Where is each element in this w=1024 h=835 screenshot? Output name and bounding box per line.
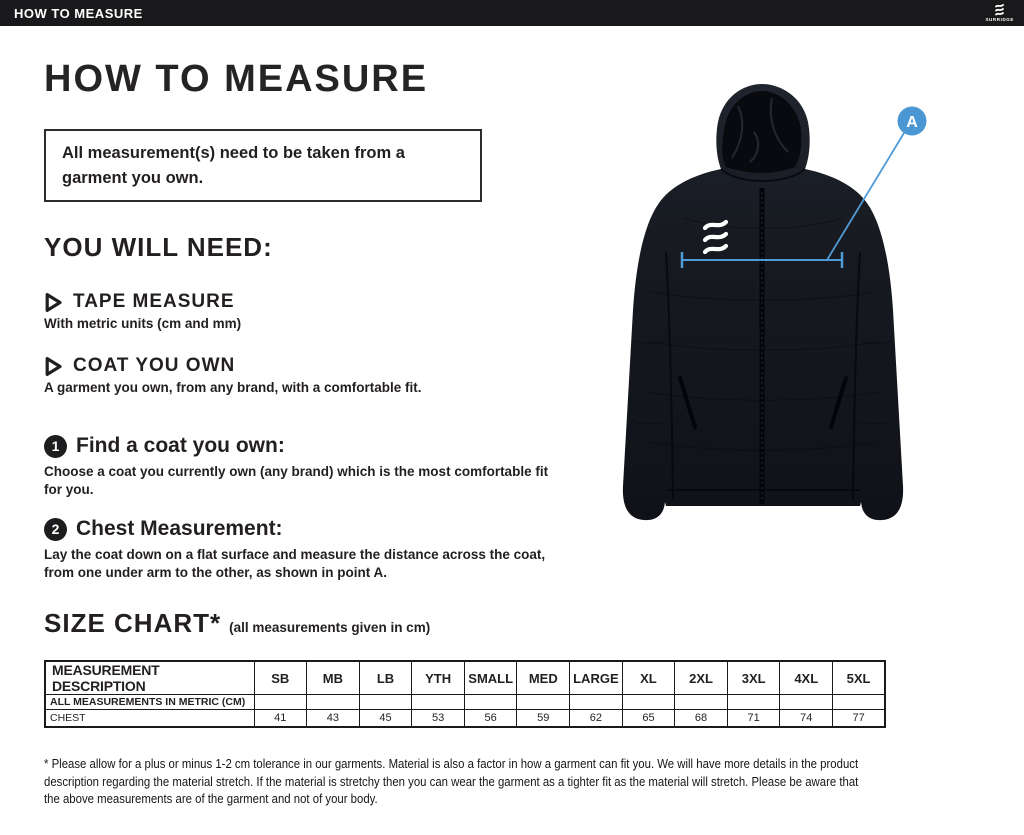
column-header: 3XL xyxy=(727,661,780,695)
step-title: Chest Measurement: xyxy=(76,517,283,540)
step-title: Find a coat you own: xyxy=(76,434,285,457)
size-chart-heading xyxy=(44,608,430,639)
table-header-row xyxy=(45,661,885,695)
table-cell xyxy=(254,695,307,710)
need-item-title: COAT YOU OWN xyxy=(73,355,236,376)
step-description: Lay the coat down on a flat surface and measure the distance across the coat, from one under arm to the other, as shown in point A. xyxy=(44,547,546,580)
size-chart-title: SIZE CHART* xyxy=(44,608,222,638)
table-cell: 59 xyxy=(517,710,570,727)
step-number-badge: 1 xyxy=(44,435,67,458)
table-cell: 62 xyxy=(570,710,623,727)
page-title: HOW TO MEASURE xyxy=(44,58,429,100)
step-1 xyxy=(44,434,549,498)
table-row-chest xyxy=(45,710,885,727)
triangle-bullet-icon xyxy=(44,356,63,377)
jacket-illustration xyxy=(620,40,1024,540)
column-header: 5XL xyxy=(833,661,886,695)
column-header: 4XL xyxy=(780,661,833,695)
table-row-metric-note xyxy=(45,695,885,710)
table-cell: 77 xyxy=(833,710,886,727)
size-chart-table xyxy=(44,660,886,728)
need-item-coat-you-own xyxy=(44,355,422,395)
need-item-title: TAPE MEASURE xyxy=(73,291,235,312)
need-item-description: A garment you own, from any brand, with a comfortable fit. xyxy=(44,380,422,395)
row-label: CHEST xyxy=(45,710,254,727)
notice-box xyxy=(44,129,482,202)
table-cell xyxy=(464,695,517,710)
table-cell xyxy=(517,695,570,710)
table-cell xyxy=(359,695,412,710)
jacket-figure xyxy=(620,40,1024,540)
point-a-label: A xyxy=(906,114,918,131)
column-header: LB xyxy=(359,661,412,695)
brand-name: SURRIDGE xyxy=(985,16,1014,22)
step-2 xyxy=(44,517,549,581)
column-header: MB xyxy=(307,661,360,695)
column-header: MED xyxy=(517,661,570,695)
column-header: YTH xyxy=(412,661,465,695)
table-cell: 74 xyxy=(780,710,833,727)
surridge-s-icon xyxy=(993,4,1006,17)
top-bar xyxy=(0,0,1024,26)
table-cell: 53 xyxy=(412,710,465,727)
table-cell xyxy=(412,695,465,710)
table-cell: 56 xyxy=(464,710,517,727)
top-bar-title: HOW TO MEASURE xyxy=(14,5,143,21)
table-cell: 68 xyxy=(675,710,728,727)
need-item-description: With metric units (cm and mm) xyxy=(44,316,242,331)
table-cell: 65 xyxy=(622,710,675,727)
need-item-tape-measure xyxy=(44,291,241,331)
you-will-need-heading: YOU WILL NEED: xyxy=(44,232,273,262)
column-header: SB xyxy=(254,661,307,695)
table-cell xyxy=(307,695,360,710)
table-cell xyxy=(780,695,833,710)
table-cell xyxy=(622,695,675,710)
table-cell xyxy=(570,695,623,710)
table-cell: 41 xyxy=(254,710,307,727)
step-description: Choose a coat you currently own (any brand) which is the most comfortable fit for you. xyxy=(44,464,549,497)
size-chart-subtitle: (all measurements given in cm) xyxy=(229,620,431,635)
triangle-bullet-icon xyxy=(44,292,63,313)
row-label: ALL MEASUREMENTS IN METRIC (CM) xyxy=(45,695,254,710)
notice-text: All measurement(s) need to be taken from a garment you own. xyxy=(62,143,405,187)
table-cell: 45 xyxy=(359,710,412,727)
table-cell xyxy=(727,695,780,710)
tolerance-footnote: * Please allow for a plus or minus 1-2 cm tolerance in our garments. Material is also a factor in how a garment can fit you. We will have more details in the product description regarding the material stretch. If the material is stretchy then you can wear the garment as a tighter fit as the material will stretch. Please be aware that the above measurements are of the garment and not of your body. xyxy=(44,756,859,806)
brand-logo xyxy=(985,4,1014,23)
column-header: SMALL xyxy=(464,661,517,695)
column-header: 2XL xyxy=(675,661,728,695)
column-header: MEASUREMENT DESCRIPTION xyxy=(45,661,254,695)
table-cell xyxy=(675,695,728,710)
step-number-badge: 2 xyxy=(44,518,67,541)
column-header: XL xyxy=(622,661,675,695)
column-header: LARGE xyxy=(570,661,623,695)
table-cell xyxy=(833,695,886,710)
table-cell: 43 xyxy=(307,710,360,727)
table-cell: 71 xyxy=(727,710,780,727)
